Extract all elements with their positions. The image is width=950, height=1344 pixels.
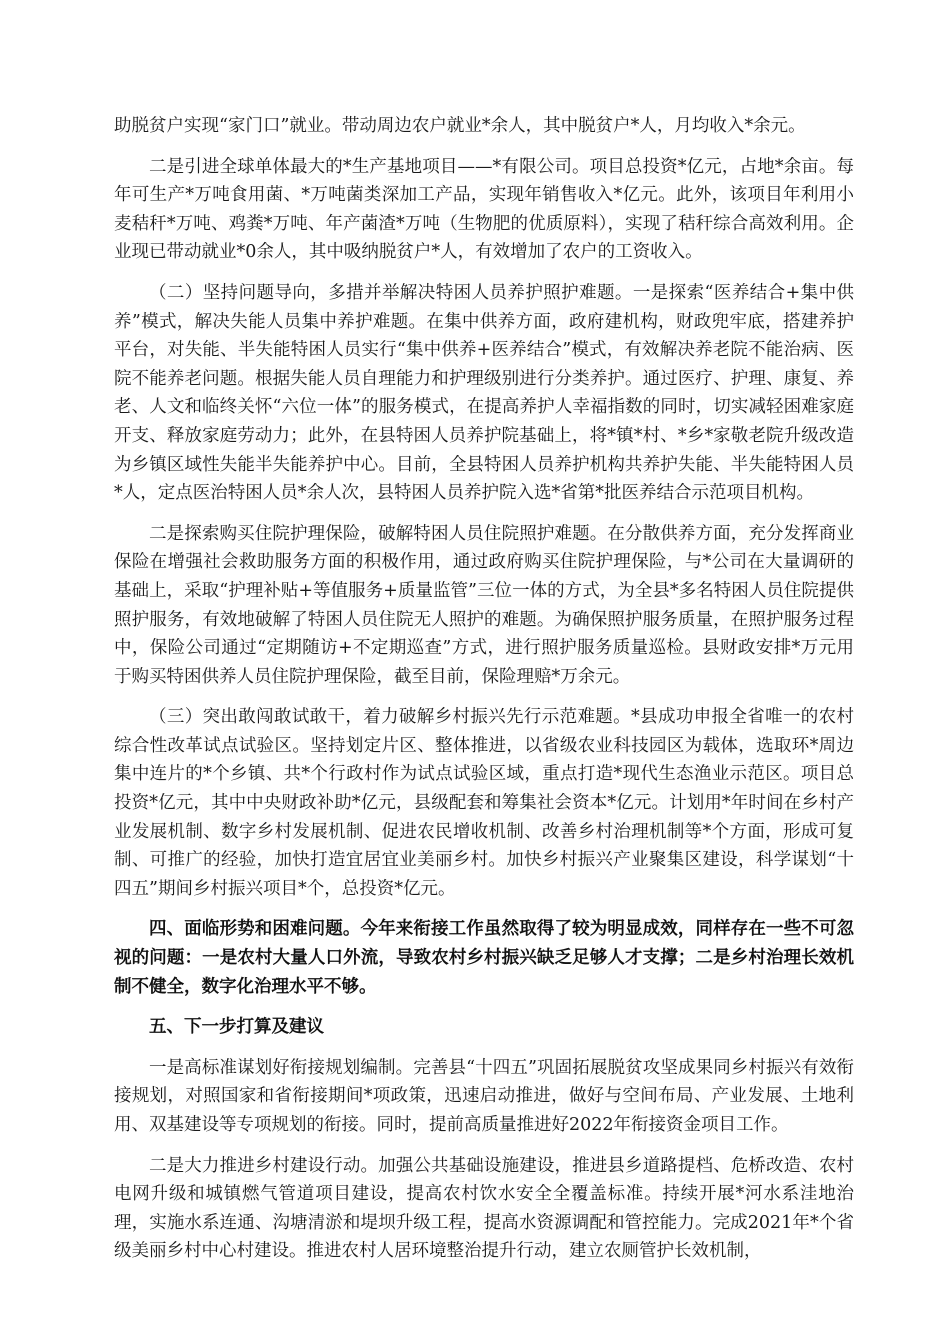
document-body [114,112,854,1266]
heading-next-steps: 五、下一步打算及建议 [149,1017,324,1038]
paragraph-hospital-insurance: 二是探索购买住院护理保险，破解特困人员住院照护难题。在分散供养方面，充分发挥商业保险在增强社会救助服务方面的积极作用，通过政府购买住院护理保险，与*公司在大量调研的基础上，采取“护理补贴+等值服务+质量监管”三位一体的方式，为全县*多名特困人员住院提供照护服务，有效地破解了特困人员住院无人照护的难题。为确保照护服务质量，在照护服务过程中，保险公司通过“定期随访+不定期巡查”方式，进行照护服务质量巡检。县财政安排*万元用于购买特困供养人员住院护理保险，截至目前，保险理赔*万余元。 [114,523,854,687]
heading-challenges: 四、面临形势和困难问题。今年来衔接工作虽然取得了较为明显成效，同样存在一些不可忽视的问题：一是农村大量人口外流，导致农村乡村振兴缺乏足够人才支撑；二是乡村治理长效机制不健全，数字化治理水平不够。 [114,919,854,997]
paragraph-section-three-rural: （三）突出敢闯敢试敢干，着力破解乡村振兴先行示范难题。*县成功申报全省唯一的农村综合性改革试点试验区。坚持划定片区、整体推进，以省级农业科技园区为载体，选取环*周边集中连片的*个乡镇、共*个行政村作为试点试验区域，重点打造*现代生态渔业示范区。项目总投资*亿元，其中中央财政补助*亿元，县级配套和筹集社会资本*亿元。计划用*年时间在乡村产业发展机制、数字乡村发展机制、促进农民增收机制、改善乡村治理机制等*个方面，形成可复制、可推广的经验，加快打造宜居宜业美丽乡村。加快乡村振兴产业聚集区建设，科学谋划“十四五”期间乡村振兴项目*个，总投资*亿元。 [114,707,854,899]
paragraph-rural-construction: 二是大力推进乡村建设行动。加强公共基础设施建设，推进县乡道路提档、危桥改造、农村电网升级和城镇燃气管道项目建设，提高农村饮水安全全覆盖标准。持续开展*河水系洼地治理，实施水系连通、沟塘清淤和堤坝升级工程，提高水资源调配和管控能力。完成2021年*个省级美丽乡村中心村建设。推进农村人居环境整治提升行动，建立农厕管护长效机制， [114,1155,854,1262]
paragraph-planning: 一是高标准谋划好衔接规划编制。完善县“十四五”巩固拓展脱贫攻坚成果同乡村振兴有效衔接规划，对照国家和省衔接期间*项政策，迅速启动推进，做好与空间布局、产业发展、土地利用、双基建设等专项规划的衔接。同时，提前高质量推进好2022年衔接资金项目工作。 [114,1057,854,1135]
paragraph-section-two-care: （二）坚持问题导向，多措并举解决特困人员养护照护难题。一是探索“医养结合+集中供养”模式，解决失能人员集中养护难题。在集中供养方面，政府建机构，财政兜牢底，搭建养护平台，对失能、半失能特困人员实行“集中供养+医养结合”模式，有效解决养老院不能治病、医院不能养老问题。根据失能人员自理能力和护理级别进行分类养护。通过医疗、护理、康复、养老、人文和临终关怀“六位一体”的服务模式，在提高养护人幸福指数的同时，切实减轻困难家庭开支、释放家庭劳动力；此外，在县特困人员养护院基础上，将*镇*村、*乡*家敬老院升级改造为乡镇区域性失能半失能养护中心。目前，全县特困人员养护机构共养护失能、半失能特困人员*人，定点医治特困人员*余人次，县特困人员养护院入选*省第*批医养结合示范项目机构。 [114,282,854,504]
paragraph-mushroom-project: 二是引进全球单体最大的*生产基地项目——*有限公司。项目总投资*亿元，占地*余亩。每年可生产*万吨食用菌、*万吨菌类深加工产品，实现年销售收入*亿元。此外，该项目年利用小麦秸秆*万吨、鸡粪*万吨、年产菌渣*万吨（生物肥的优质原料），实现了秸秆综合高效利用。企业现已带动就业*0余人，其中吸纳脱贫户*人，有效增加了农户的工资收入。 [114,156,854,263]
paragraph-continuation: 助脱贫户实现“家门口”就业。带动周边农户就业*余人，其中脱贫户*人，月均收入*余元。 [114,116,806,136]
